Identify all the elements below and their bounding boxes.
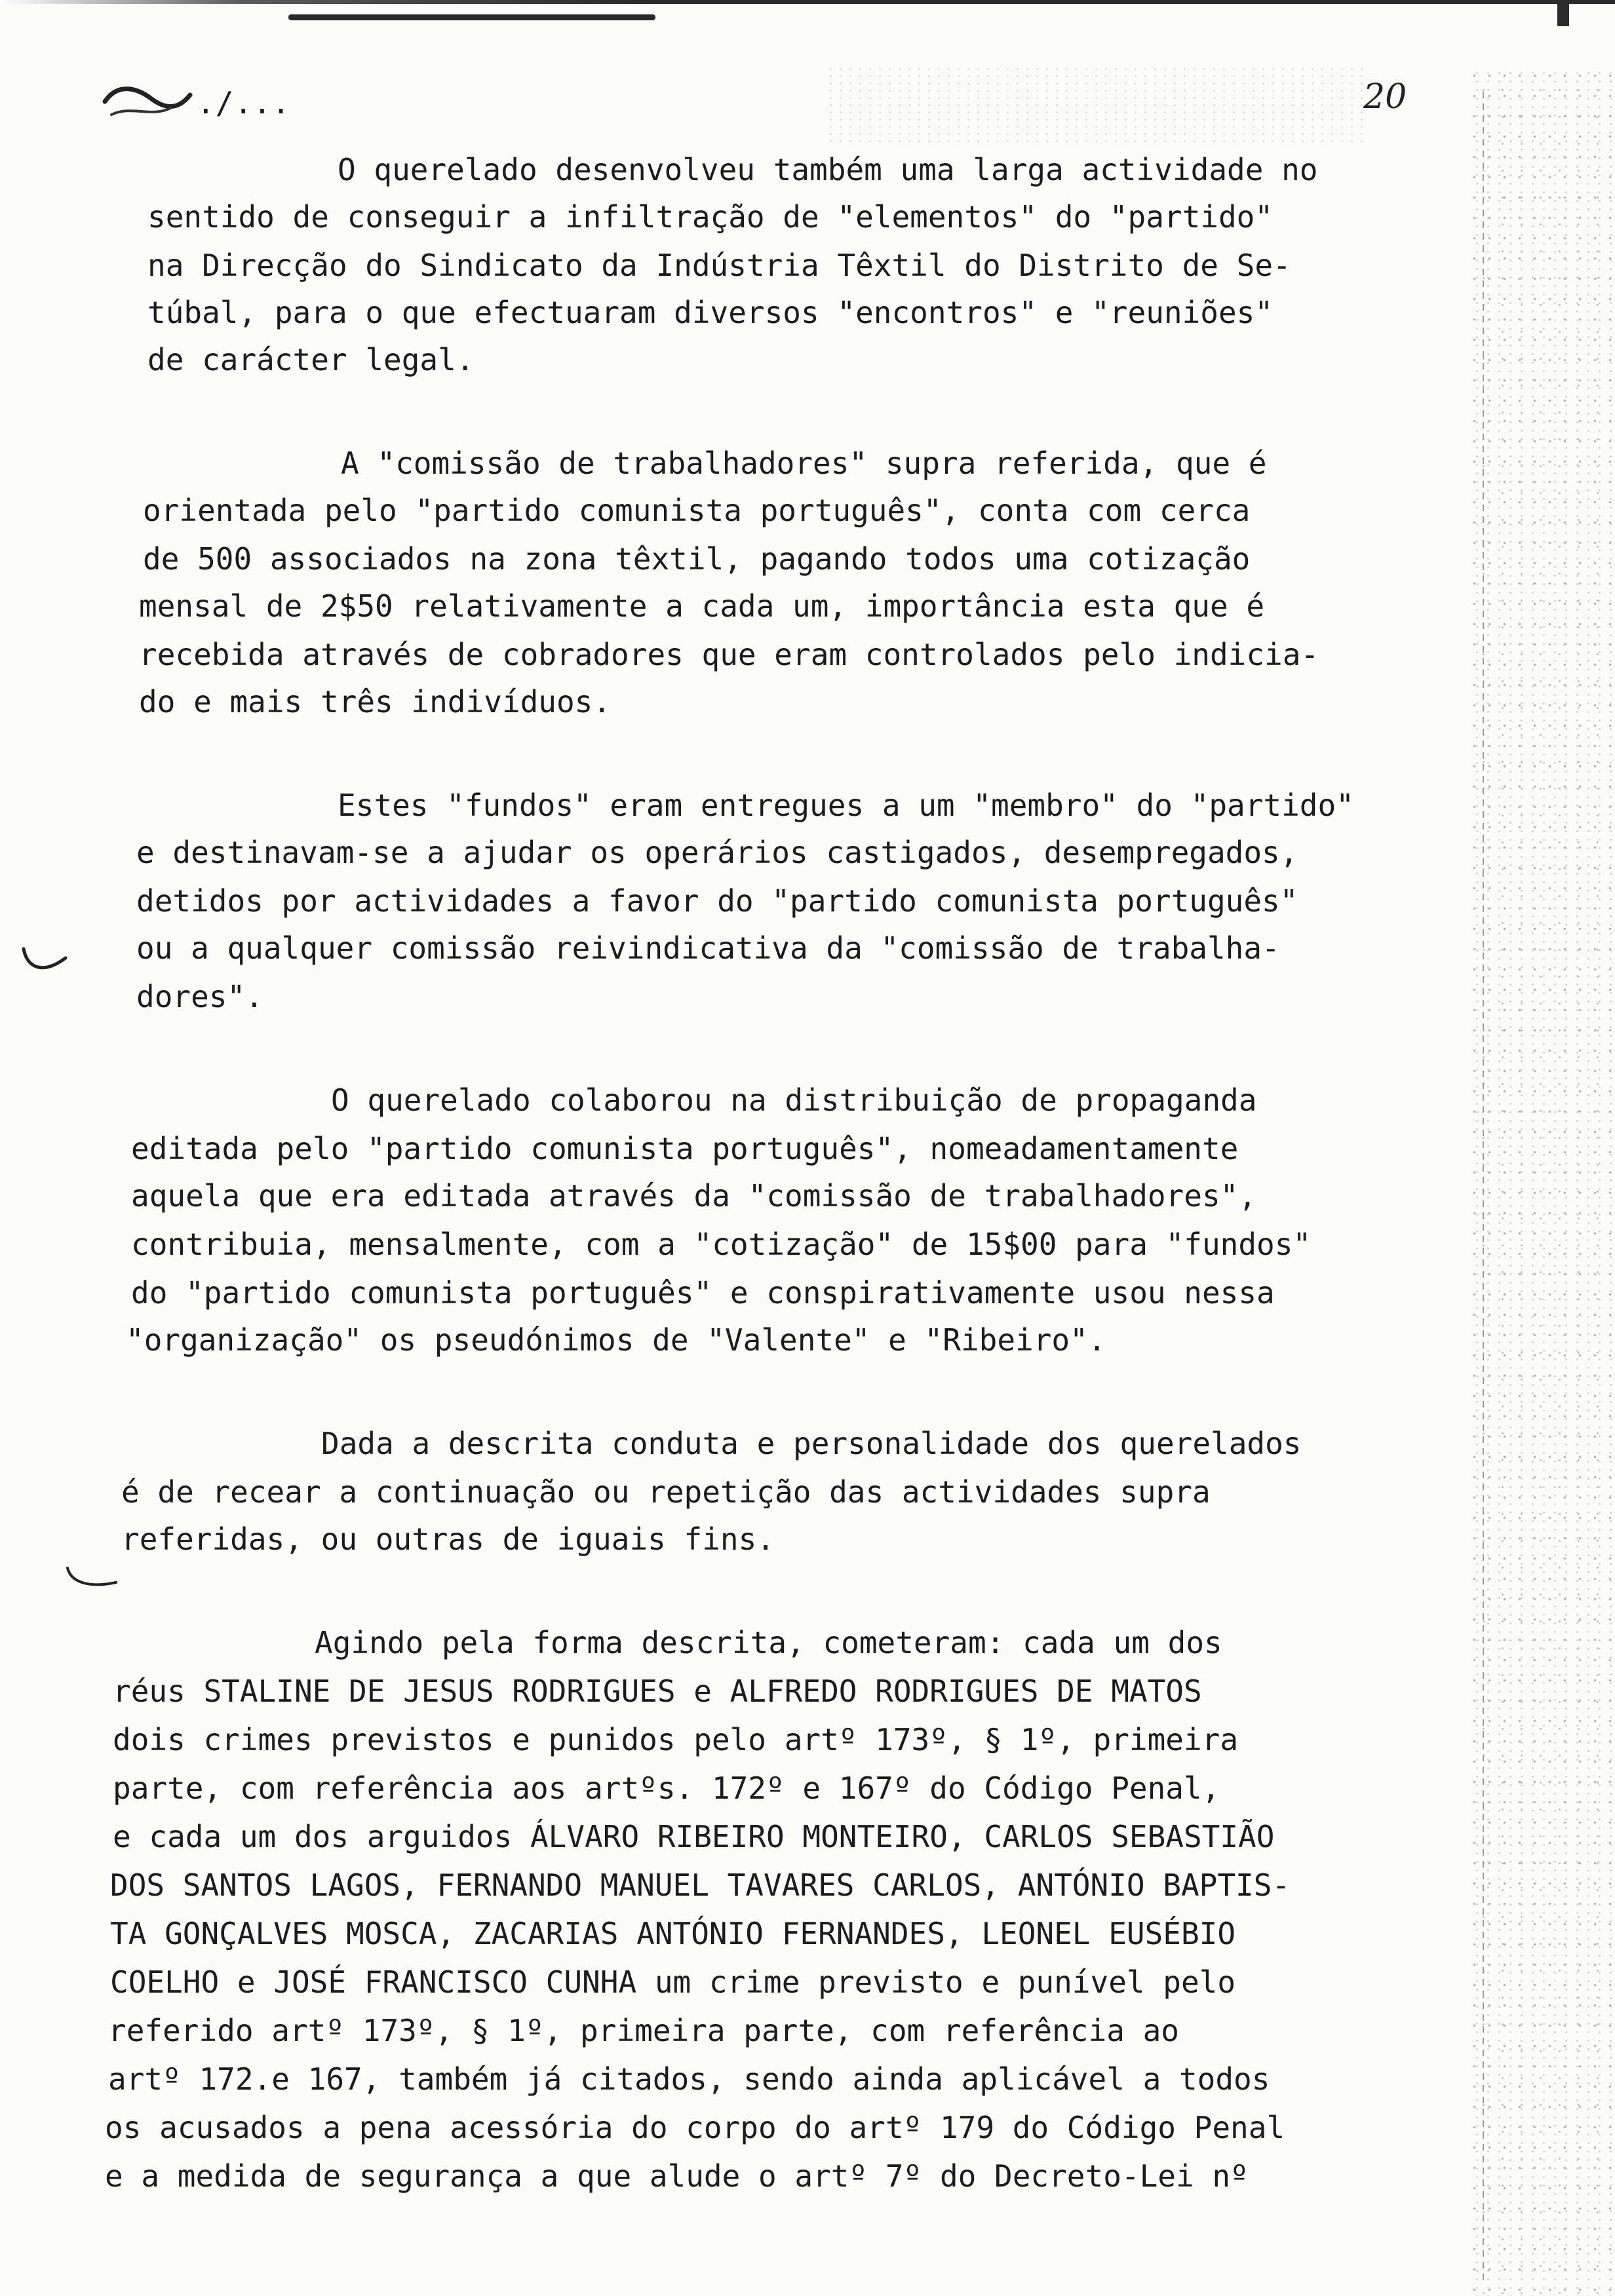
text-line: recebida através de cobradores que eram controlados pelo indicia- — [139, 637, 1319, 672]
text-line: orientada pelo "partido comunista português", conta com cerca — [143, 493, 1251, 528]
text-line: ou a qualquer comissão reivindicativa da "comissão de trabalha- — [136, 930, 1280, 966]
text-line: "organização" os pseudónimos de "Valente" e "Ribeiro". — [126, 1322, 1106, 1358]
continuation-mark: ./... — [197, 85, 291, 121]
text-line: os acusados a pena acessória do corpo do artº 179 do Código Penal — [105, 2110, 1285, 2145]
margin-bracket-mark-icon — [18, 944, 71, 983]
scan-top-edge — [0, 0, 1615, 4]
margin-bracket-mark-icon — [62, 1563, 121, 1592]
text-line: O querelado colaborou na distribuição de propaganda — [331, 1082, 1257, 1118]
text-line: referido artº 173º, § 1º, primeira parte, com referência ao — [108, 2013, 1179, 2048]
text-line: na Direcção do Sindicato da Indústria Têxtil do Distrito de Se- — [147, 248, 1291, 283]
text-line: réus STALINE DE JESUS RODRIGUES e ALFREDO RODRIGUES DE MATOS — [113, 1674, 1202, 1709]
text-line: Dada a descrita conduta e personalidade dos querelados — [321, 1426, 1302, 1461]
page-number: 20 — [1363, 77, 1407, 117]
text-line: de carácter legal. — [147, 342, 475, 377]
text-line: túbal, para o que efectuaram diversos "encontros" e "reuniões" — [147, 295, 1274, 330]
text-line: DOS SANTOS LAGOS, FERNANDO MANUEL TAVARES CARLOS, ANTÓNIO BAPTIS- — [110, 1867, 1291, 1903]
text-line: editada pelo "partido comunista português", nomeadamentamente — [131, 1131, 1239, 1166]
text-line: Estes "fundos" eram entregues a um "membro" do "partido" — [338, 788, 1354, 823]
scan-right-edge-noise — [1467, 66, 1615, 2296]
text-line: referidas, ou outras de iguais fins. — [121, 1521, 775, 1557]
text-line: Agindo pela forma descrita, cometeram: cada um dos — [315, 1625, 1222, 1660]
text-line: artº 172.e 167, também já citados, sendo ainda aplicável a todos — [108, 2061, 1270, 2097]
text-line: TA GONÇALVES MOSCA, ZACARIAS ANTÓNIO FERNANDES, LEONEL EUSÉBIO — [110, 1916, 1236, 1951]
text-line: contribuia, mensalmente, com a "cotização" de 15$00 para "fundos" — [131, 1227, 1312, 1262]
text-line: dois crimes previstos e punidos pelo artº 173º, § 1º, primeira — [113, 1722, 1239, 1757]
text-line: e cada um dos arguidos ÁLVARO RIBEIRO MONTEIRO, CARLOS SEBASTIÃO — [113, 1819, 1275, 1854]
text-line: O querelado desenvolveu também uma larga actividade no — [338, 152, 1318, 187]
text-line: dores". — [136, 979, 263, 1014]
text-line: de 500 associados na zona têxtil, pagando todos uma cotização — [143, 541, 1251, 577]
corner-scribble-icon — [98, 75, 197, 128]
text-line: mensal de 2$50 relativamente a cada um, importância esta que é — [139, 588, 1265, 624]
text-line: detidos por actividades a favor do "partido comunista português" — [136, 883, 1298, 919]
scan-corner-mark — [1557, 0, 1569, 26]
scan-right-edge-rule — [1483, 92, 1484, 2280]
text-line: e a medida de segurança a que alude o artº 7º do Decreto-Lei nº — [105, 2158, 1249, 2194]
text-line: COELHO e JOSÉ FRANCISCO CUNHA um crime previsto e punível pelo — [110, 1964, 1236, 2000]
text-line: aquela que era editada através da "comissão de trabalhadores", — [131, 1178, 1257, 1214]
scan-top-edge-accent — [288, 14, 655, 20]
text-line: parte, com referência aos artºs. 172º e 167º do Código Penal, — [113, 1770, 1220, 1806]
text-line: e destinavam-se a ajudar os operários castigados, desempregados, — [136, 835, 1298, 870]
scan-top-noise — [826, 66, 1363, 144]
text-line: do "partido comunista português" e conspirativamente usou nessa — [131, 1275, 1275, 1311]
text-line: A "comissão de trabalhadores" supra referida, que é — [341, 446, 1267, 481]
text-line: do e mais três indivíduos. — [139, 684, 612, 719]
text-line: é de recear a continuação ou repetição das actividades supra — [121, 1474, 1211, 1510]
text-line: sentido de conseguir a infiltração de "elementos" do "partido" — [147, 199, 1274, 235]
